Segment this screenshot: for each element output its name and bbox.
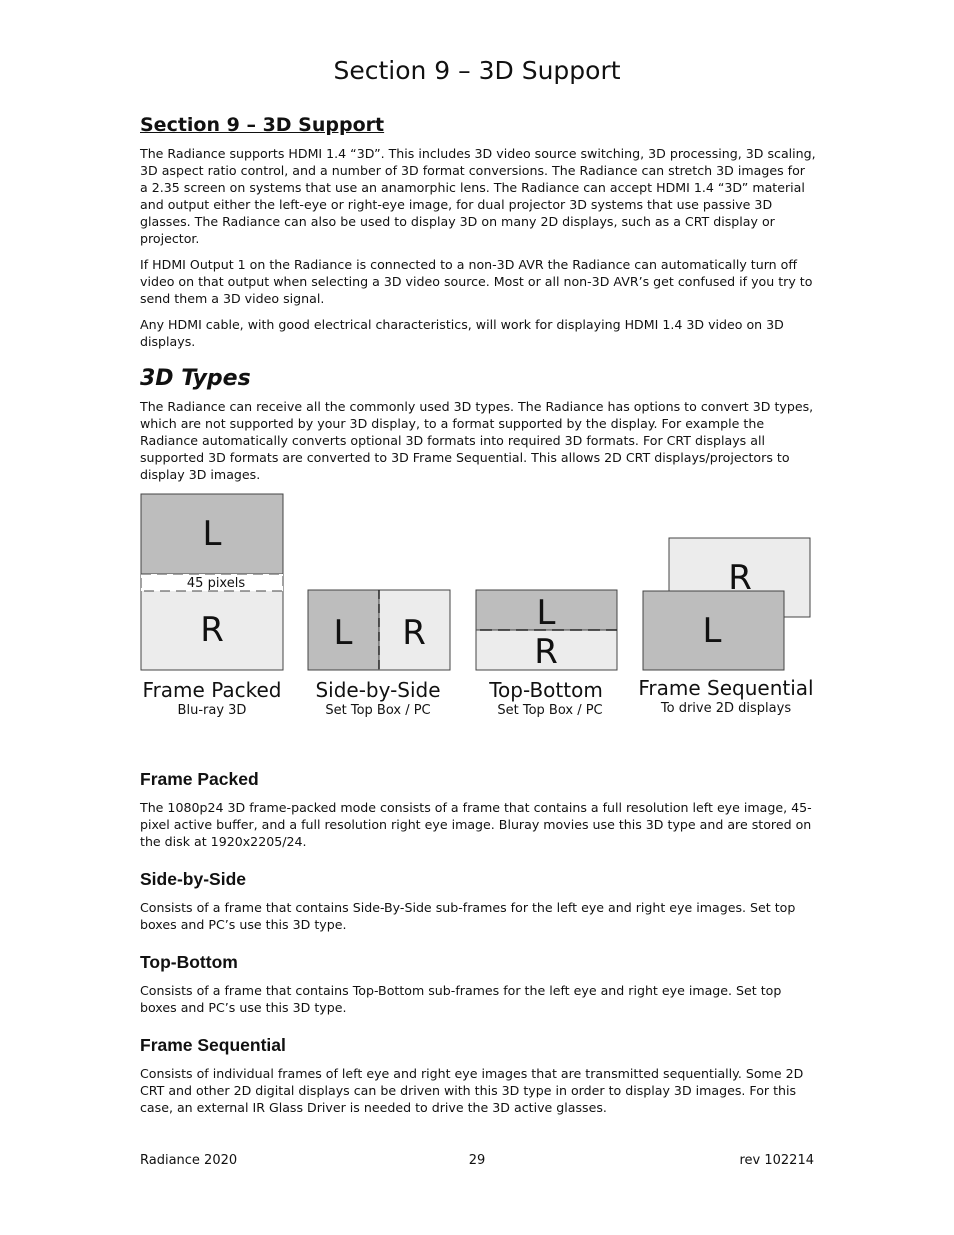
footer-revision: rev 102214 xyxy=(739,1153,814,1168)
frame-sequential-label: Frame Sequential xyxy=(638,676,814,700)
side-by-side-heading: Side-by-Side xyxy=(140,869,246,889)
side-by-side-text: Consists of a frame that contains Side-By-Side sub-frames for the left eye and right eye images. Set top boxes and PC’s use this 3D type. xyxy=(140,900,796,932)
page-header-title: Section 9 – 3D Support xyxy=(333,56,621,85)
top-bottom-caption: Set Top Box / PC xyxy=(497,703,603,718)
footer-page-number: 29 xyxy=(468,1153,486,1168)
frame-sequential-heading: Frame Sequential xyxy=(140,1035,286,1055)
frame-sequential-left-letter: L xyxy=(702,611,722,651)
section-paragraph-1: The Radiance supports HDMI 1.4 “3D”. This includes 3D video source switching, 3D processing, 3D scaling, 3D aspect ratio control, and a number of 3D format conversions. The Radiance can stretch 3D images for a 2.35 screen on systems that use an anamorphic lens. The Radiance can accept HDMI 1.4 “3D” material and output either the left-eye or right-eye image, for dual projector 3D systems that use passive 3D glasses. The Radiance can also be used to display 3D on many 2D displays, such as a CRT display or projector. xyxy=(140,146,816,246)
top-bottom-figure xyxy=(476,590,617,718)
side-by-side-left-letter: L xyxy=(333,613,353,653)
frame-sequential-caption: To drive 2D displays xyxy=(660,701,792,716)
frame-sequential-figure xyxy=(638,538,813,716)
frame-packed-label: Frame Packed xyxy=(142,678,282,702)
side-by-side-caption: Set Top Box / PC xyxy=(325,703,431,718)
3d-types-intro: The Radiance can receive all the commonly used 3D types. The Radiance has options to convert 3D types, which are not supported by your 3D display, to a format supported by the display. For example the Radiance automatically converts optional 3D formats into required 3D formats. For CRT displays all supported 3D formats are converted to 3D Frame Sequential. This allows 2D CRT displays/projectors to display 3D images. xyxy=(140,399,814,482)
frame-sequential-text: Consists of individual frames of left eye and right eye images that are transmitted sequentially. Some 2D CRT and other 2D digital displays can be driven with this 3D type in order to display 3D images. For this case, an external IR Glass Driver is needed to drive the 3D active glasses. xyxy=(140,1066,804,1115)
3d-formats-diagram xyxy=(140,493,816,723)
footer-product: Radiance 2020 xyxy=(140,1153,238,1168)
frame-packed-figure xyxy=(141,494,283,718)
frame-packed-text: The 1080p24 3D frame-packed mode consists of a frame that contains a full resolution left eye image, 45-pixel active buffer, and a full resolution right eye image. Bluray movies use this 3D type and are stored on the disk at 1920x2205/24. xyxy=(140,800,812,849)
frame-packed-caption: Blu-ray 3D xyxy=(177,703,247,718)
3d-types-title: 3D Types xyxy=(140,366,251,391)
top-bottom-heading: Top-Bottom xyxy=(140,952,238,972)
frame-packed-heading: Frame Packed xyxy=(140,769,259,789)
top-bottom-left-letter: L xyxy=(536,593,556,633)
3d-formats-svg xyxy=(140,493,816,723)
section-title: Section 9 – 3D Support xyxy=(140,114,385,136)
section-paragraph-2: If HDMI Output 1 on the Radiance is connected to a non-3D AVR the Radiance can automatically turn off video on that output when selecting a 3D video source. Most or all non-3D AVR’s get confused if you try to send them a 3D video signal. xyxy=(140,257,813,306)
frame-sequential-right-letter: R xyxy=(728,558,752,598)
document-body xyxy=(140,114,816,1125)
top-bottom-right-letter: R xyxy=(534,632,558,672)
frame-packed-buffer-label: 45 pixels xyxy=(186,576,246,591)
top-bottom-label: Top-Bottom xyxy=(489,678,603,702)
side-by-side-label: Side-by-Side xyxy=(315,678,441,702)
top-bottom-text: Consists of a frame that contains Top-Bottom sub-frames for the left eye and right eye image. Set top boxes and PC’s use this 3D type. xyxy=(140,983,782,1015)
side-by-side-figure xyxy=(308,590,450,718)
frame-packed-right-letter: R xyxy=(200,610,224,650)
section-paragraph-3: Any HDMI cable, with good electrical characteristics, will work for displaying HDMI 1.4 3D video on 3D displays. xyxy=(140,317,784,349)
frame-packed-left-letter: L xyxy=(202,514,222,554)
side-by-side-right-letter: R xyxy=(402,613,426,653)
